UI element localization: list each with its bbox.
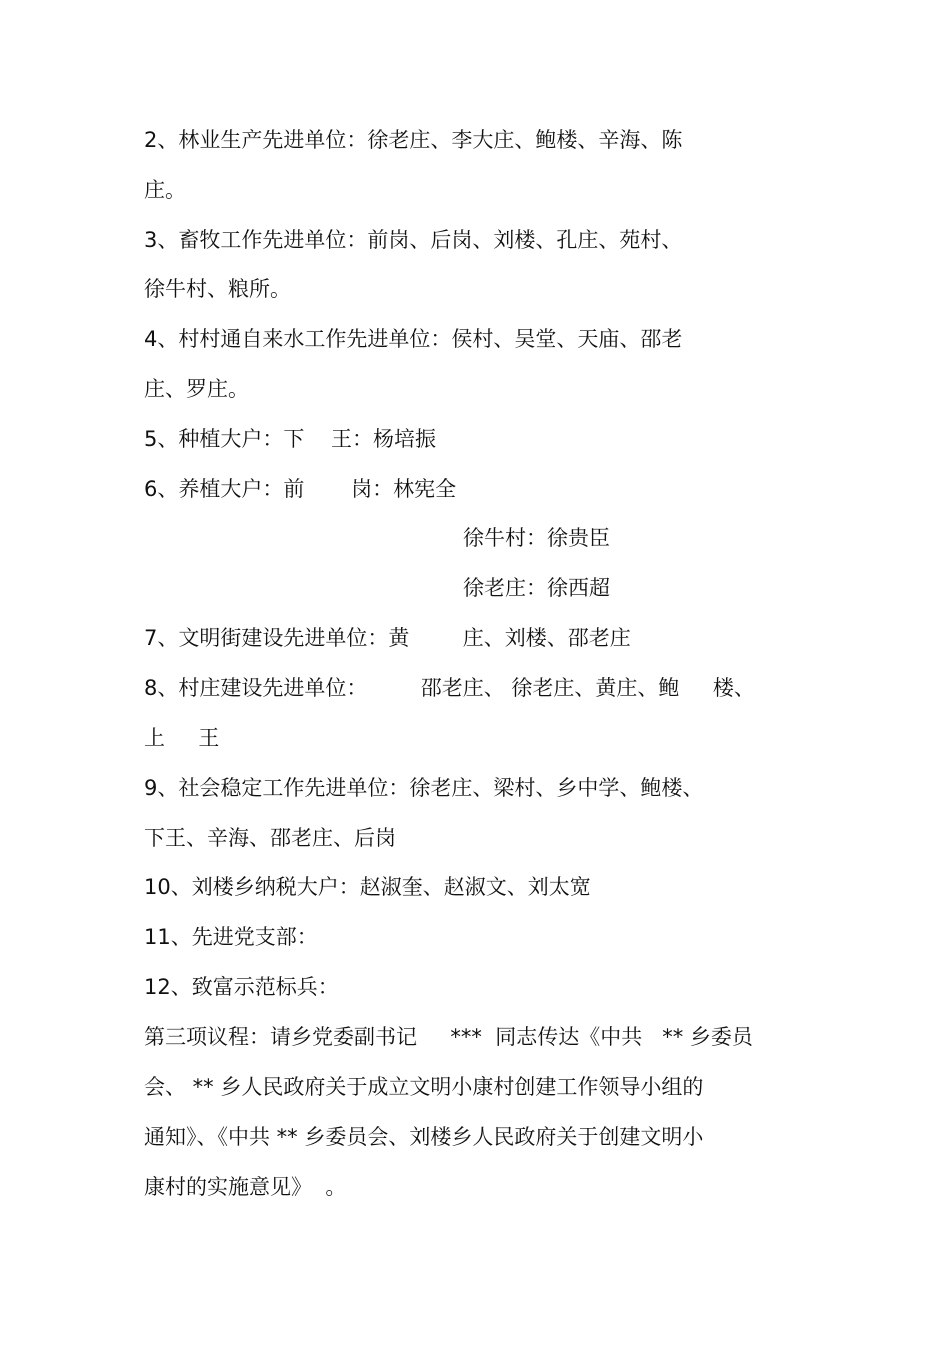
text-line: 康村的实施意见》 。 <box>144 1175 347 1199</box>
text-line: 徐牛村、粮所。 <box>144 277 291 301</box>
text-line: 上 王 <box>144 726 220 750</box>
text-line: 庄、罗庄。 <box>144 377 249 401</box>
text-line: 9、社会稳定工作先进单位：徐老庄、梁村、乡中学、鲍楼、 <box>144 776 704 800</box>
text-line: 3、畜牧工作先进单位：前岗、后岗、刘楼、孔庄、苑村、 <box>144 228 683 252</box>
text-line: 庄。 <box>144 178 186 202</box>
text-line: 2、林业生产先进单位：徐老庄、李大庄、鲍楼、辛海、陈 <box>144 128 683 152</box>
text-line: 7、文明街建设先进单位：黄 庄、刘楼、邵老庄 <box>144 626 631 650</box>
text-line: 通知》、《中共 ** 乡委员会、刘楼乡人民政府关于创建文明小 <box>144 1125 704 1149</box>
text-line: 12、致富示范标兵： <box>144 975 339 999</box>
text-line: 11、先进党支部： <box>144 925 318 949</box>
text-line: 6、养植大户：前 岗：林宪全 <box>144 477 457 501</box>
text-line: 第三项议程：请乡党委副书记 *** 同志传达《中共 ** 乡委员 <box>144 1025 753 1049</box>
text-line: 下王、辛海、邵老庄、后岗 <box>144 826 396 850</box>
text-line: 4、村村通自来水工作先进单位：侯村、吴堂、天庙、邵老 <box>144 327 683 351</box>
text-line: 徐牛村：徐贵臣 <box>463 526 610 550</box>
text-line: 10、刘楼乡纳税大户：赵淑奎、赵淑文、刘太宽 <box>144 875 591 899</box>
text-line: 徐老庄：徐西超 <box>463 576 610 600</box>
text-line: 会、 ** 乡人民政府关于成立文明小康村创建工作领导小组的 <box>144 1075 704 1099</box>
text-line: 8、村庄建设先进单位： 邵老庄、 徐老庄、黄庄、鲍 楼、 <box>144 676 755 700</box>
text-line: 5、种植大户：下 王：杨培振 <box>144 427 437 451</box>
